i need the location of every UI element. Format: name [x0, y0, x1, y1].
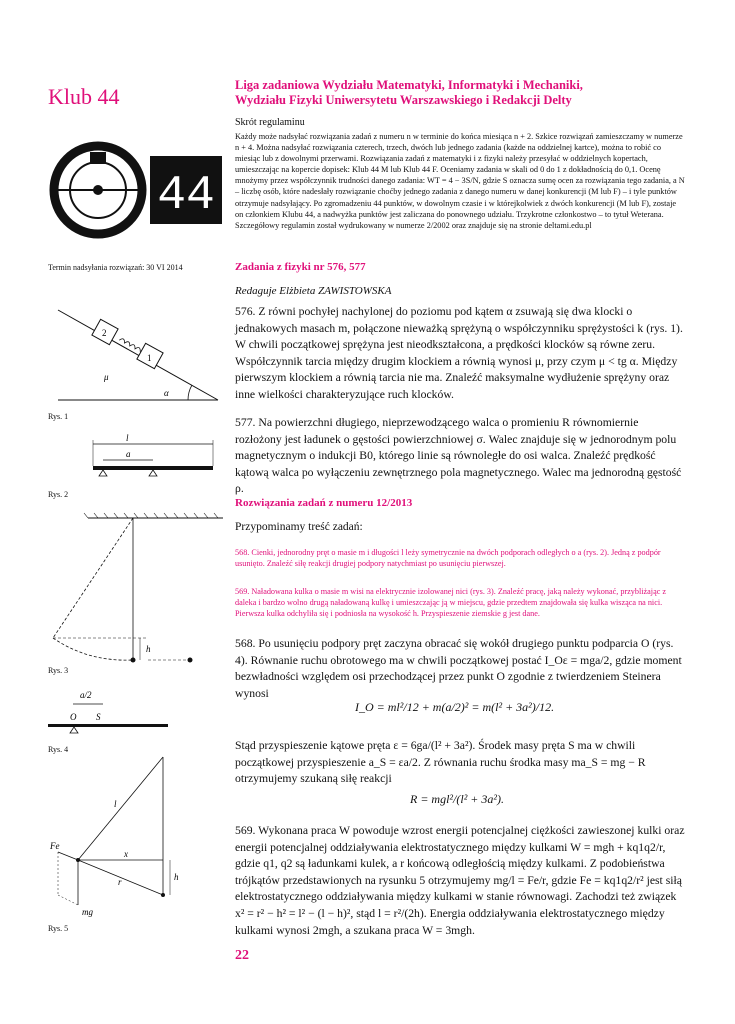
editor-line: Redaguje Elżbieta ZAWISTOWSKA [235, 285, 392, 297]
figure-4-caption: Rys. 4 [48, 745, 69, 754]
rules-text: Każdy może nadsyłać rozwiązania zadań z numeru n w terminie do końca miesiąca n + 2. Szkice rozwiązań zamieszczamy w numerze n + 4. Można nadsyłać rozwiązania czterech, trzech, dwóch lub jednego zadania (każde na oddzielnej kartce), można to robić co miesiąc lub z dowolnymi przerwami. Rozwiązania zadań z matematyki i z fizyki należy przesyłać w oddzielnych kopertach, umieszczając na kopercie dopisek: Klub 44 M lub Klub 44 F. Oceniamy zadania w skali od 0 do 1 z dokładnością do 0,1. Ocenę mnożymy przez współczynnik trudności danego zadania: WT = 4 − 3S/N, gdzie S oznacza sumę ocen za rozwiązania tego zadania, a N – liczbę osób, które nadesłały rozwiązanie choćby jednego zadania z danego numeru w danej konkurencji (M lub F) – i tyle punktów otrzymuje nadsyłający. Po zgromadzeniu 44 punktów, w dowolnym czasie i w którejkolwiek z dwóch konkurencji (M lub F), zostaje on członkiem Klubu 44, a nadwyżka punktów jest zaliczana do ponownego udziału. Trzykrotne członkostwo – to tytuł Weterana. Szczegółowy regulamin został wydrukowany w numerze 2/2002 oraz znajduje się na stronie deltami.edu.pl [235, 132, 685, 230]
block-2-label: 2 [102, 328, 107, 338]
page-number: 22 [235, 948, 249, 963]
mu-label: μ [104, 372, 109, 382]
h-label-5: h [174, 872, 179, 882]
l-label-5: l [114, 799, 117, 809]
a2-label: a/2 [80, 690, 92, 700]
l-side [78, 757, 163, 860]
page-header [235, 78, 685, 108]
logo-head [90, 152, 106, 164]
deadline: Termin nadsyłania rozwiązań: 30 VI 2014 [48, 263, 183, 272]
figure-1-caption: Rys. 1 [48, 412, 69, 421]
a-label: a [126, 449, 131, 459]
header-line-1: Liga zadaniowa Wydziału Matematyki, Informatyki i Mechaniki, [235, 78, 583, 92]
question-568: 568. Cienki, jednorodny pręt o masie m i długości l leży symetrycznie na dwóch podporach odległych o a (rys. 2). Jedną z podpór usunięto. Znaleźć siłę reakcji drugiej podpory natychmiast po usunięciu pierwszej. [235, 548, 661, 569]
figure-3-caption: Rys. 3 [48, 666, 69, 675]
equation-reaction-force: R = mgl²/(l² + 3a²). [410, 792, 504, 806]
ball-hanging [131, 658, 136, 663]
O-label: O [70, 712, 77, 722]
figure-2 [48, 430, 228, 490]
spring [119, 338, 141, 352]
solution-569: 569. Wykonana praca W powoduje wzrost energii potencjalnej ciężkości zawieszonej kulki oraz energii potencjalnej oddziaływania elektrostatycznego między kulkami W = mgh + kq1q2/r, gdzie q1, q2 są ładunkami kulek, a r końcową odległością między kulkami. Z podobieństwa trójkątów przedstawionych na rysunku 5 otrzymujemy mg/l = Fe/r, gdzie Fe = kq1q2/r² jest siłą elektrostatycznego oddziaływania między kulkami w stanie równowagi. Zachodzi też związek x² = r² − h² = l² − (l − h)², stąd l = r²/(2h). Energia oddziaływania elektrostatycznego między kulkami wynosi 2mgh, a szukana praca W = 3mgh. [235, 824, 685, 937]
header-line-2: Wydziału Fizyki Uniwersytetu Warszawskiego i Redakcji Delty [235, 93, 572, 107]
problem-577: 577. Na powierzchni długiego, nieprzewodzącego walca o promieniu R równomiernie rozłożony jest ładunek o gęstości powierzchniowej σ. Walec znajduje się w jednorodnym polu magnetycznym o indukcji B0, którego linie są równoległe do osi walca. Znaleźć prędkość kątową walca po wyłączeniu zewnętrznego pola magnetycznego. Walec ma jednorodną gęstość ρ. [235, 416, 682, 496]
rules-heading: Skrót regulaminu [235, 117, 305, 128]
ball-second [188, 658, 193, 663]
solution-568-continued: Stąd przyspieszenie kątowe pręta ε = 6ga/(l² + 3a²). Środek masy pręta S ma w chwili początkowej przyspieszenie a_S = εa/2. Z równania ruchu środka masy ma_S = mg − R otrzymujemy szukaną siłę reakcji [235, 739, 646, 786]
h-label: h [146, 644, 151, 654]
x-label: x [124, 849, 128, 859]
S-label: S [96, 712, 101, 722]
r-label: r [118, 877, 122, 887]
rod-4 [48, 724, 168, 727]
problem-576: 576. Z równi pochyłej nachylonej do poziomu pod kątem α zsuwają się dwa klocki o jednakowych masach m, połączone nieważką sprężyną o współczynniku sprężystości k (rys. 1). W chwili początkowej sprężyna jest nieodkształcona, a prędkości klocków są równe zeru. Współczynnik tarcia między drugim klockiem a równią wynosi μ, przy czym μ < tg α. Między pierwszym klockiem a równią tarcia nie ma. Znaleźć maksymalne wydłużenie sprężyny oraz inne wielkości charakteryzujące ruch klocków. [235, 305, 683, 401]
figure-5-caption: Rys. 5 [48, 924, 69, 933]
l-label: l [126, 433, 129, 443]
club-logo [48, 140, 228, 240]
question-569: 569. Naładowana kulka o masie m wisi na elektrycznie izolowanej nici (rys. 3). Znaleźć pracę, jaką należy wykonać, przybliżając z daleka i bardzo wolno drugą naładowaną kulkę i umieszczając ją w miejscu, gdzie przedtem znajdowała się kulka wisząca na nici. Pierwsza kulka odchyliła się i podniosła na wysokość h. Przyspieszenie ziemskie g jest dane. [235, 587, 667, 619]
equation-moment-of-inertia: I_O = ml²/12 + m(a/2)² = m(l² + 3a²)/12. [355, 700, 555, 714]
alpha-label: α [164, 388, 169, 398]
mg-label: mg [82, 907, 93, 917]
logo-center [93, 185, 103, 195]
figure-5 [48, 755, 228, 925]
figure-2-caption: Rys. 2 [48, 490, 69, 499]
logo-digits: 44 [157, 169, 215, 223]
block-1-label: 1 [147, 353, 152, 363]
figure-3 [48, 510, 228, 670]
string-deflected [53, 518, 133, 638]
section-physics-title: Zadania z fizyki nr 576, 577 [235, 261, 366, 273]
figure-4 [48, 688, 228, 738]
club-title: Klub 44 [48, 84, 120, 109]
Fe-label: Fe [50, 841, 60, 851]
section-solutions-title: Rozwiązania zadań z numeru 12/2013 [235, 497, 413, 509]
reminder-line: Przypominamy treść zadań: [235, 521, 363, 533]
solution-568: 568. Po usunięciu podpory pręt zaczyna obracać się wokół drugiego punktu podparcia O (rys. 4). Równanie ruchu obrotowego ma w chwili początkowej postać I_Oε = mga/2, gdzie moment bezwładności względem osi przechodzącej przez punkt O zgodnie z twierdzeniem Steinera wynosi [235, 637, 682, 700]
figure-1 [48, 290, 228, 410]
